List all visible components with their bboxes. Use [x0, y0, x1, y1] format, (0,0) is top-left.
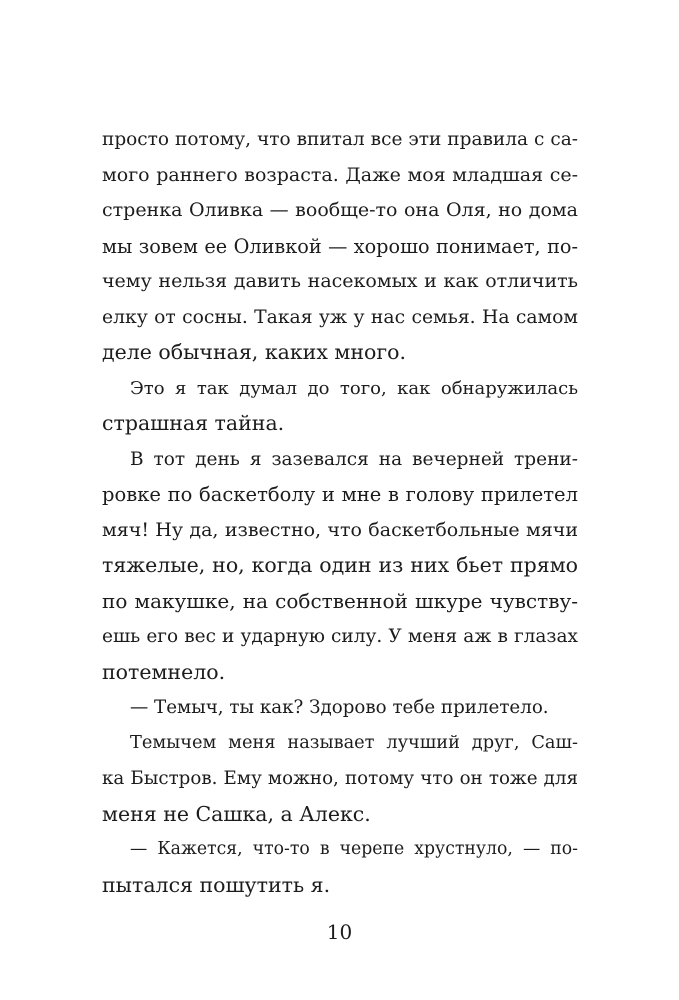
text-line: — Кажется, что-то в черепе хрустнуло, — по-: [130, 839, 578, 859]
text-line: В тот день я зазевался на вечерней трени-: [130, 448, 578, 470]
text-line: ешь его вес и ударную силу. У меня аж в глазах: [102, 626, 578, 647]
paragraph-5: [102, 832, 578, 903]
paragraph-0: [102, 122, 578, 371]
body-text: [102, 122, 578, 903]
text-line: мы зовем ее Оливкой — хорошо понимает, по-: [102, 234, 578, 258]
text-line: мого раннего возраста. Даже моя младшая се-: [102, 163, 578, 186]
text-line: страшная тайна.: [102, 411, 285, 435]
text-line: потемнело.: [102, 659, 226, 684]
text-line: меня не Сашка, а Алекс.: [102, 801, 371, 826]
text-line: ка Быстров. Ему можно, потому что он тоже для: [102, 768, 578, 789]
text-line: ровке по баскетболу и мне в голову прилетел: [102, 483, 578, 506]
text-line: стренка Оливка — вообще-то она Оля, но дома: [102, 199, 578, 221]
text-line: — Темыч, ты как? Здорово тебе прилетело.: [130, 697, 549, 718]
text-line: чему нельзя давить насекомых и как отличить: [102, 270, 578, 292]
paragraph-3: [102, 690, 578, 726]
text-line: мяч! Ну да, известно, что баскетбольные мячи: [102, 518, 578, 541]
text-line: по макушке, на собственной шкуре чувству-: [102, 588, 578, 613]
text-line: Это я так думал до того, как обнаружилась: [130, 377, 578, 399]
text-line: Темычем меня называет лучший друг, Саш-: [130, 732, 578, 753]
text-line: тяжелые, но, когда один из них бьет прямо: [102, 553, 578, 577]
text-line: елку от сосны. Такая уж у нас семья. На самом: [102, 306, 578, 328]
page-number: 10: [326, 920, 353, 944]
text-line: просто потому, что впитал все эти правила с са-: [102, 129, 578, 150]
paragraph-1: [102, 371, 578, 442]
paragraph-4: [102, 726, 578, 833]
paragraph-2: [102, 442, 578, 691]
text-line: пытался пошутить я.: [102, 872, 331, 897]
text-line: деле обычная, каких много.: [102, 340, 406, 364]
